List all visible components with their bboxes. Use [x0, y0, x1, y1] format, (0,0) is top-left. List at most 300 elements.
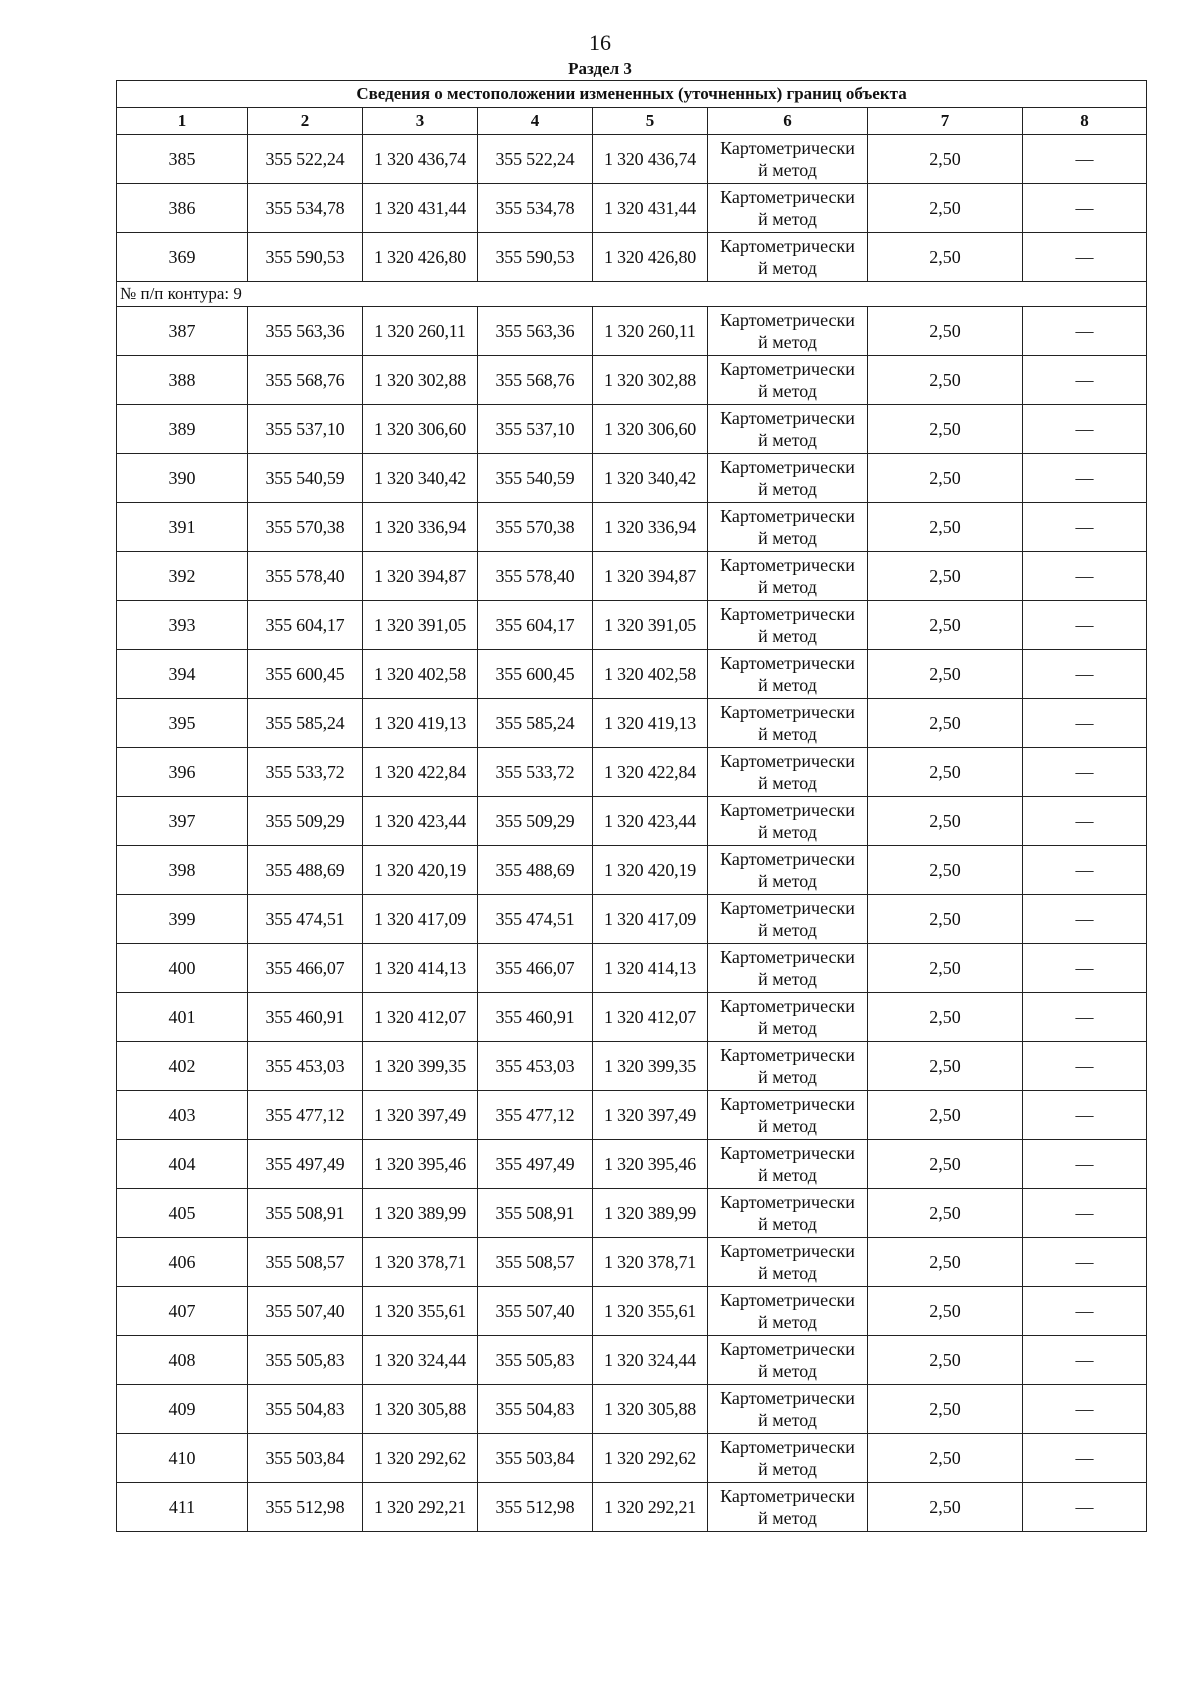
y-new: 1 320 292,62 — [593, 1434, 708, 1483]
x-new: 355 570,38 — [478, 503, 593, 552]
point-number: 387 — [117, 307, 248, 356]
y-new: 1 320 394,87 — [593, 552, 708, 601]
method-line-2: й метод — [758, 871, 817, 891]
y-new: 1 320 402,58 — [593, 650, 708, 699]
table-row — [117, 405, 1147, 454]
y-existing: 1 320 399,35 — [363, 1042, 478, 1091]
method-line-1: Картометрически — [720, 1339, 855, 1359]
y-existing: 1 320 324,44 — [363, 1336, 478, 1385]
point-number: 411 — [117, 1483, 248, 1532]
precision-value: 2,50 — [868, 699, 1023, 748]
method-line-1: Картометрически — [720, 604, 855, 624]
y-existing: 1 320 378,71 — [363, 1238, 478, 1287]
determination-method — [708, 552, 868, 601]
x-new: 355 497,49 — [478, 1140, 593, 1189]
x-new: 355 585,24 — [478, 699, 593, 748]
description-dash: — — [1023, 356, 1147, 405]
description-dash: — — [1023, 1140, 1147, 1189]
precision-value: 2,50 — [868, 1385, 1023, 1434]
y-new: 1 320 391,05 — [593, 601, 708, 650]
y-existing: 1 320 402,58 — [363, 650, 478, 699]
point-number: 392 — [117, 552, 248, 601]
page-number: 16 — [589, 30, 611, 55]
table-row — [117, 846, 1147, 895]
table-row — [117, 650, 1147, 699]
point-number: 388 — [117, 356, 248, 405]
method-line-2: й метод — [758, 1165, 817, 1185]
precision-value: 2,50 — [868, 846, 1023, 895]
table-row — [117, 184, 1147, 233]
table-caption: Сведения о местоположении измененных (уточненных) границ объекта — [117, 81, 1147, 108]
table-row — [117, 944, 1147, 993]
y-new: 1 320 292,21 — [593, 1483, 708, 1532]
method-line-1: Картометрически — [720, 408, 855, 428]
precision-value: 2,50 — [868, 356, 1023, 405]
x-existing: 355 507,40 — [248, 1287, 363, 1336]
y-new: 1 320 422,84 — [593, 748, 708, 797]
y-existing: 1 320 302,88 — [363, 356, 478, 405]
description-dash: — — [1023, 944, 1147, 993]
point-number: 385 — [117, 135, 248, 184]
y-new: 1 320 324,44 — [593, 1336, 708, 1385]
x-existing: 355 563,36 — [248, 307, 363, 356]
point-number: 405 — [117, 1189, 248, 1238]
determination-method — [708, 601, 868, 650]
method-line-2: й метод — [758, 381, 817, 401]
y-existing: 1 320 414,13 — [363, 944, 478, 993]
contour-row — [117, 282, 1147, 307]
column-header: 4 — [478, 108, 593, 135]
x-existing: 355 512,98 — [248, 1483, 363, 1532]
y-existing: 1 320 397,49 — [363, 1091, 478, 1140]
method-line-2: й метод — [758, 1214, 817, 1234]
table-row — [117, 601, 1147, 650]
x-new: 355 505,83 — [478, 1336, 593, 1385]
x-existing: 355 505,83 — [248, 1336, 363, 1385]
x-new: 355 508,91 — [478, 1189, 593, 1238]
method-line-1: Картометрически — [720, 457, 855, 477]
table-row — [117, 135, 1147, 184]
table-row — [117, 993, 1147, 1042]
point-number: 404 — [117, 1140, 248, 1189]
y-existing: 1 320 292,21 — [363, 1483, 478, 1532]
method-line-2: й метод — [758, 724, 817, 744]
method-line-1: Картометрически — [720, 555, 855, 575]
determination-method — [708, 797, 868, 846]
precision-value: 2,50 — [868, 503, 1023, 552]
y-new: 1 320 305,88 — [593, 1385, 708, 1434]
method-line-2: й метод — [758, 1018, 817, 1038]
table-row — [117, 1287, 1147, 1336]
method-line-1: Картометрически — [720, 138, 855, 158]
table-row — [117, 895, 1147, 944]
method-line-1: Картометрически — [720, 702, 855, 722]
method-line-2: й метод — [758, 479, 817, 499]
point-number: 390 — [117, 454, 248, 503]
y-new: 1 320 420,19 — [593, 846, 708, 895]
point-number: 397 — [117, 797, 248, 846]
y-new: 1 320 302,88 — [593, 356, 708, 405]
determination-method — [708, 1140, 868, 1189]
point-number: 386 — [117, 184, 248, 233]
y-existing: 1 320 395,46 — [363, 1140, 478, 1189]
table-row — [117, 1385, 1147, 1434]
x-existing: 355 488,69 — [248, 846, 363, 895]
method-line-1: Картометрически — [720, 1437, 855, 1457]
determination-method — [708, 748, 868, 797]
x-new: 355 503,84 — [478, 1434, 593, 1483]
y-existing: 1 320 426,80 — [363, 233, 478, 282]
y-new: 1 320 414,13 — [593, 944, 708, 993]
x-new: 355 537,10 — [478, 405, 593, 454]
y-existing: 1 320 412,07 — [363, 993, 478, 1042]
determination-method — [708, 1483, 868, 1532]
method-line-1: Картометрически — [720, 1486, 855, 1506]
x-existing: 355 477,12 — [248, 1091, 363, 1140]
method-line-2: й метод — [758, 528, 817, 548]
method-line-1: Картометрически — [720, 1094, 855, 1114]
y-new: 1 320 397,49 — [593, 1091, 708, 1140]
x-new: 355 540,59 — [478, 454, 593, 503]
point-number: 391 — [117, 503, 248, 552]
precision-value: 2,50 — [868, 233, 1023, 282]
determination-method — [708, 307, 868, 356]
y-new: 1 320 340,42 — [593, 454, 708, 503]
y-new: 1 320 378,71 — [593, 1238, 708, 1287]
determination-method — [708, 233, 868, 282]
description-dash: — — [1023, 895, 1147, 944]
point-number: 401 — [117, 993, 248, 1042]
y-existing: 1 320 431,44 — [363, 184, 478, 233]
description-dash: — — [1023, 797, 1147, 846]
description-dash: — — [1023, 1336, 1147, 1385]
determination-method — [708, 650, 868, 699]
table-row — [117, 356, 1147, 405]
y-new: 1 320 426,80 — [593, 233, 708, 282]
method-line-2: й метод — [758, 1508, 817, 1528]
table-row — [117, 1238, 1147, 1287]
table-row — [117, 1091, 1147, 1140]
x-new: 355 533,72 — [478, 748, 593, 797]
description-dash: — — [1023, 993, 1147, 1042]
method-line-2: й метод — [758, 209, 817, 229]
precision-value: 2,50 — [868, 1336, 1023, 1385]
determination-method — [708, 1287, 868, 1336]
y-new: 1 320 423,44 — [593, 797, 708, 846]
precision-value: 2,50 — [868, 1042, 1023, 1091]
x-existing: 355 460,91 — [248, 993, 363, 1042]
column-header: 8 — [1023, 108, 1147, 135]
determination-method — [708, 1091, 868, 1140]
description-dash: — — [1023, 1189, 1147, 1238]
precision-value: 2,50 — [868, 1238, 1023, 1287]
y-new: 1 320 395,46 — [593, 1140, 708, 1189]
description-dash: — — [1023, 307, 1147, 356]
method-line-1: Картометрически — [720, 359, 855, 379]
precision-value: 2,50 — [868, 1091, 1023, 1140]
y-existing: 1 320 417,09 — [363, 895, 478, 944]
method-line-1: Картометрически — [720, 947, 855, 967]
table-row — [117, 1189, 1147, 1238]
method-line-1: Картометрически — [720, 310, 855, 330]
determination-method — [708, 1336, 868, 1385]
x-existing: 355 508,57 — [248, 1238, 363, 1287]
table-row — [117, 552, 1147, 601]
method-line-1: Картометрически — [720, 1045, 855, 1065]
description-dash: — — [1023, 1385, 1147, 1434]
table-body — [117, 81, 1147, 1532]
method-line-2: й метод — [758, 332, 817, 352]
determination-method — [708, 135, 868, 184]
table-row — [117, 1336, 1147, 1385]
point-number: 393 — [117, 601, 248, 650]
table-row — [117, 503, 1147, 552]
x-new: 355 534,78 — [478, 184, 593, 233]
x-existing: 355 453,03 — [248, 1042, 363, 1091]
determination-method — [708, 944, 868, 993]
determination-method — [708, 1189, 868, 1238]
description-dash: — — [1023, 233, 1147, 282]
point-number: 400 — [117, 944, 248, 993]
description-dash: — — [1023, 699, 1147, 748]
point-number: 399 — [117, 895, 248, 944]
y-new: 1 320 419,13 — [593, 699, 708, 748]
precision-value: 2,50 — [868, 895, 1023, 944]
table-row — [117, 454, 1147, 503]
method-line-1: Картометрически — [720, 1241, 855, 1261]
method-line-2: й метод — [758, 626, 817, 646]
column-header: 2 — [248, 108, 363, 135]
y-new: 1 320 436,74 — [593, 135, 708, 184]
y-existing: 1 320 355,61 — [363, 1287, 478, 1336]
x-new: 355 488,69 — [478, 846, 593, 895]
point-number: 389 — [117, 405, 248, 454]
x-existing: 355 508,91 — [248, 1189, 363, 1238]
y-existing: 1 320 260,11 — [363, 307, 478, 356]
column-header: 3 — [363, 108, 478, 135]
y-new: 1 320 336,94 — [593, 503, 708, 552]
x-new: 355 590,53 — [478, 233, 593, 282]
precision-value: 2,50 — [868, 135, 1023, 184]
x-new: 355 474,51 — [478, 895, 593, 944]
method-line-1: Картометрически — [720, 800, 855, 820]
column-header: 6 — [708, 108, 868, 135]
point-number: 402 — [117, 1042, 248, 1091]
determination-method — [708, 1042, 868, 1091]
point-number: 394 — [117, 650, 248, 699]
description-dash: — — [1023, 1434, 1147, 1483]
table-row — [117, 1042, 1147, 1091]
x-existing: 355 590,53 — [248, 233, 363, 282]
point-number: 398 — [117, 846, 248, 895]
method-line-1: Картометрически — [720, 506, 855, 526]
y-existing: 1 320 340,42 — [363, 454, 478, 503]
determination-method — [708, 993, 868, 1042]
determination-method — [708, 1238, 868, 1287]
x-new: 355 568,76 — [478, 356, 593, 405]
y-new: 1 320 389,99 — [593, 1189, 708, 1238]
table-row — [117, 1483, 1147, 1532]
y-new: 1 320 399,35 — [593, 1042, 708, 1091]
x-existing: 355 578,40 — [248, 552, 363, 601]
point-number: 407 — [117, 1287, 248, 1336]
method-line-2: й метод — [758, 920, 817, 940]
method-line-2: й метод — [758, 675, 817, 695]
determination-method — [708, 895, 868, 944]
determination-method — [708, 184, 868, 233]
method-line-1: Картометрически — [720, 653, 855, 673]
y-existing: 1 320 389,99 — [363, 1189, 478, 1238]
method-line-2: й метод — [758, 1067, 817, 1087]
x-existing: 355 570,38 — [248, 503, 363, 552]
y-existing: 1 320 305,88 — [363, 1385, 478, 1434]
precision-value: 2,50 — [868, 184, 1023, 233]
contour-label: № п/п контура: 9 — [117, 282, 1147, 307]
description-dash: — — [1023, 503, 1147, 552]
table-row — [117, 233, 1147, 282]
precision-value: 2,50 — [868, 601, 1023, 650]
y-new: 1 320 417,09 — [593, 895, 708, 944]
description-dash: — — [1023, 135, 1147, 184]
x-new: 355 512,98 — [478, 1483, 593, 1532]
x-existing: 355 568,76 — [248, 356, 363, 405]
method-line-2: й метод — [758, 969, 817, 989]
y-existing: 1 320 391,05 — [363, 601, 478, 650]
determination-method — [708, 356, 868, 405]
x-existing: 355 534,78 — [248, 184, 363, 233]
x-existing: 355 503,84 — [248, 1434, 363, 1483]
method-line-2: й метод — [758, 258, 817, 278]
y-existing: 1 320 306,60 — [363, 405, 478, 454]
method-line-1: Картометрически — [720, 849, 855, 869]
description-dash: — — [1023, 748, 1147, 797]
precision-value: 2,50 — [868, 650, 1023, 699]
section-title: Раздел 3 — [568, 59, 632, 78]
point-number: 410 — [117, 1434, 248, 1483]
x-new: 355 460,91 — [478, 993, 593, 1042]
coordinates-table — [116, 80, 1147, 1532]
description-dash: — — [1023, 184, 1147, 233]
column-header: 5 — [593, 108, 708, 135]
precision-value: 2,50 — [868, 797, 1023, 846]
column-header: 1 — [117, 108, 248, 135]
description-dash: — — [1023, 1483, 1147, 1532]
x-new: 355 578,40 — [478, 552, 593, 601]
precision-value: 2,50 — [868, 405, 1023, 454]
precision-value: 2,50 — [868, 1434, 1023, 1483]
x-existing: 355 509,29 — [248, 797, 363, 846]
y-existing: 1 320 292,62 — [363, 1434, 478, 1483]
method-line-1: Картометрически — [720, 996, 855, 1016]
x-new: 355 508,57 — [478, 1238, 593, 1287]
description-dash: — — [1023, 1091, 1147, 1140]
determination-method — [708, 454, 868, 503]
point-number: 369 — [117, 233, 248, 282]
y-new: 1 320 431,44 — [593, 184, 708, 233]
x-new: 355 563,36 — [478, 307, 593, 356]
determination-method — [708, 405, 868, 454]
y-existing: 1 320 423,44 — [363, 797, 478, 846]
method-line-1: Картометрически — [720, 236, 855, 256]
method-line-1: Картометрически — [720, 187, 855, 207]
point-number: 403 — [117, 1091, 248, 1140]
description-dash: — — [1023, 1287, 1147, 1336]
table-row — [117, 307, 1147, 356]
x-existing: 355 474,51 — [248, 895, 363, 944]
method-line-2: й метод — [758, 1116, 817, 1136]
determination-method — [708, 503, 868, 552]
description-dash: — — [1023, 454, 1147, 503]
precision-value: 2,50 — [868, 1287, 1023, 1336]
y-new: 1 320 260,11 — [593, 307, 708, 356]
y-existing: 1 320 336,94 — [363, 503, 478, 552]
point-number: 395 — [117, 699, 248, 748]
x-existing: 355 537,10 — [248, 405, 363, 454]
x-existing: 355 533,72 — [248, 748, 363, 797]
table-row — [117, 1140, 1147, 1189]
method-line-1: Картометрически — [720, 1290, 855, 1310]
precision-value: 2,50 — [868, 748, 1023, 797]
method-line-2: й метод — [758, 1263, 817, 1283]
method-line-2: й метод — [758, 577, 817, 597]
description-dash: — — [1023, 601, 1147, 650]
x-new: 355 600,45 — [478, 650, 593, 699]
determination-method — [708, 1434, 868, 1483]
y-new: 1 320 355,61 — [593, 1287, 708, 1336]
table-caption-row — [117, 81, 1147, 108]
method-line-1: Картометрически — [720, 898, 855, 918]
description-dash: — — [1023, 650, 1147, 699]
description-dash: — — [1023, 405, 1147, 454]
method-line-2: й метод — [758, 822, 817, 842]
precision-value: 2,50 — [868, 944, 1023, 993]
y-new: 1 320 306,60 — [593, 405, 708, 454]
method-line-1: Картометрически — [720, 1143, 855, 1163]
x-new: 355 453,03 — [478, 1042, 593, 1091]
table-row — [117, 748, 1147, 797]
x-existing: 355 497,49 — [248, 1140, 363, 1189]
description-dash: — — [1023, 1042, 1147, 1091]
table-row — [117, 1434, 1147, 1483]
x-existing: 355 540,59 — [248, 454, 363, 503]
point-number: 408 — [117, 1336, 248, 1385]
method-line-2: й метод — [758, 1459, 817, 1479]
determination-method — [708, 1385, 868, 1434]
method-line-2: й метод — [758, 1312, 817, 1332]
method-line-2: й метод — [758, 160, 817, 180]
x-existing: 355 585,24 — [248, 699, 363, 748]
y-existing: 1 320 436,74 — [363, 135, 478, 184]
precision-value: 2,50 — [868, 552, 1023, 601]
x-new: 355 509,29 — [478, 797, 593, 846]
x-existing: 355 466,07 — [248, 944, 363, 993]
precision-value: 2,50 — [868, 1140, 1023, 1189]
method-line-2: й метод — [758, 1410, 817, 1430]
precision-value: 2,50 — [868, 1483, 1023, 1532]
y-existing: 1 320 420,19 — [363, 846, 478, 895]
method-line-2: й метод — [758, 773, 817, 793]
point-number: 409 — [117, 1385, 248, 1434]
x-new: 355 466,07 — [478, 944, 593, 993]
y-existing: 1 320 422,84 — [363, 748, 478, 797]
precision-value: 2,50 — [868, 993, 1023, 1042]
method-line-2: й метод — [758, 430, 817, 450]
x-new: 355 604,17 — [478, 601, 593, 650]
y-new: 1 320 412,07 — [593, 993, 708, 1042]
x-new: 355 507,40 — [478, 1287, 593, 1336]
determination-method — [708, 699, 868, 748]
determination-method — [708, 846, 868, 895]
